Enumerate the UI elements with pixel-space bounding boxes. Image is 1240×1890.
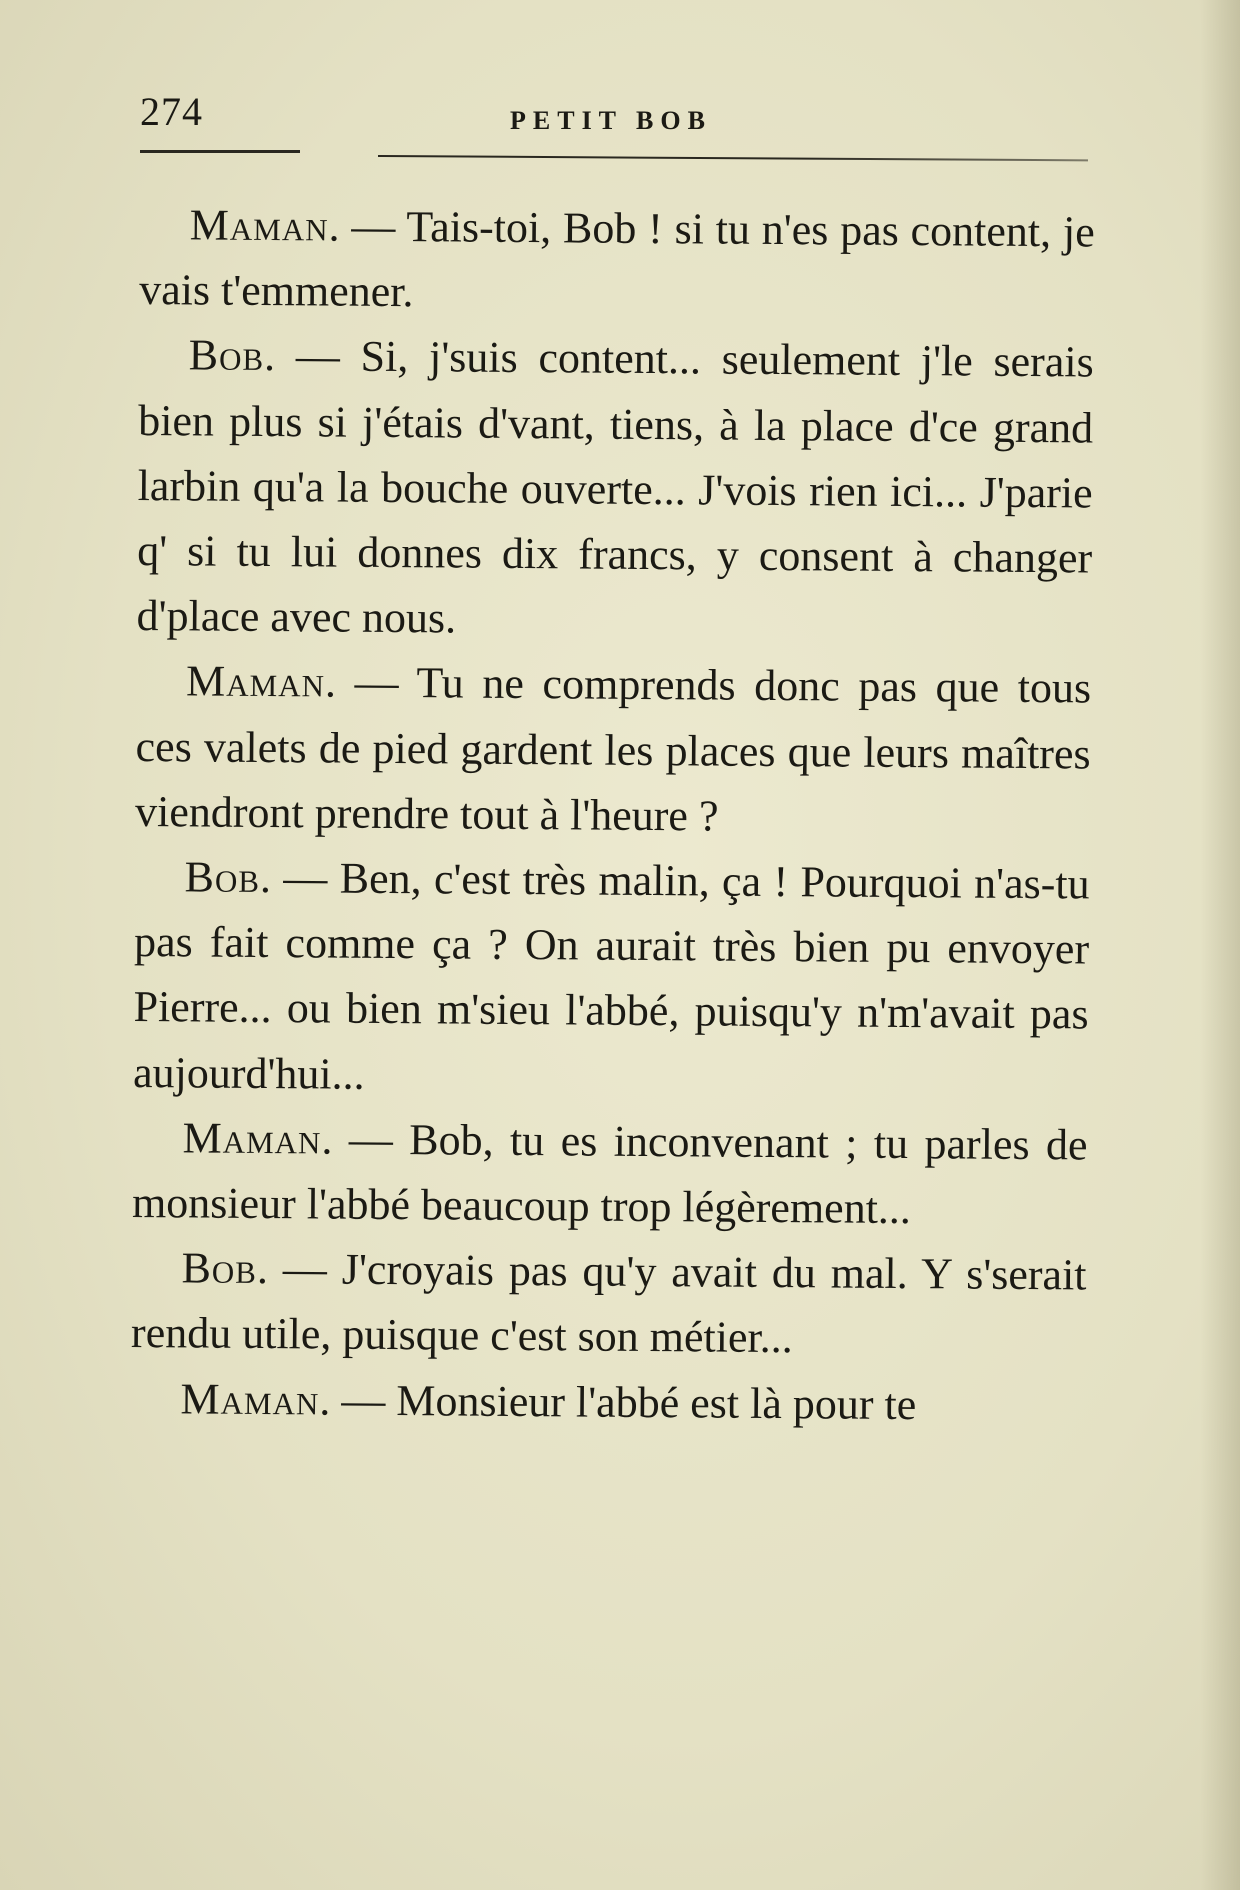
speaker-name: Bob [181,1243,258,1294]
page-header [140,88,1100,148]
dialogue-paragraph [131,1235,1087,1373]
speaker-name: Bob [184,852,261,902]
header-rule-right [378,155,1088,161]
dialogue-paragraph [136,322,1094,656]
body-text [130,192,1095,1438]
running-title: PETIT BOB [510,106,712,135]
header-rule-left [140,150,300,153]
speaker-name: Maman [182,1113,322,1164]
page-number: 274 [140,89,203,134]
speaker-name: Maman [189,200,329,251]
dialogue-paragraph [139,192,1095,330]
dialogue-text: . — Monsieur l'abbé est là pour te [319,1375,917,1429]
speaker-name: Maman [185,656,326,707]
dialogue-text: . — Tais-toi, Bob ! si tu n'es pas content, je vais t'emmener. [139,201,1095,317]
dialogue-paragraph [132,1105,1088,1243]
dialogue-paragraph [135,648,1092,851]
dialogue-text: . — Tu ne comprends donc pas que tous ces valets de pied gardent les places que leurs maîtres viendront prendre tout à l'heure ? [134,657,1092,841]
dialogue-paragraph [130,1366,1085,1439]
dialogue-text: . — Bob, tu es inconvenant ; tu parles de monsieur l'abbé beaucoup trop légèrement... [131,1114,1088,1234]
speaker-name: Maman [180,1374,320,1425]
speaker-name: Bob [188,330,265,381]
dialogue-paragraph [133,844,1090,1112]
dialogue-text: . — Ben, c'est très malin, ça ! Pourquoi n'as-tu pas fait comme ça ? On aurait très bien pu envoyer Pierre... ou bien m'sieu l'abbé, puisqu'y n'm'avait pas aujourd'hui... [132,852,1090,1099]
dialogue-text: . — J'croyais pas qu'y avait du mal. Y s'serait rendu utile, puisque c'est son métier... [130,1244,1087,1363]
dialogue-text: . — Si, j'suis content... seulement j'le serais bien plus si j'étais d'vant, tiens, à la place d'ce grand larbin qu'a la bouche ouverte... J'vois rien ici... J'parie q' si tu lui donnes dix francs, y consent à changer d'place avec nous. [136,331,1094,643]
